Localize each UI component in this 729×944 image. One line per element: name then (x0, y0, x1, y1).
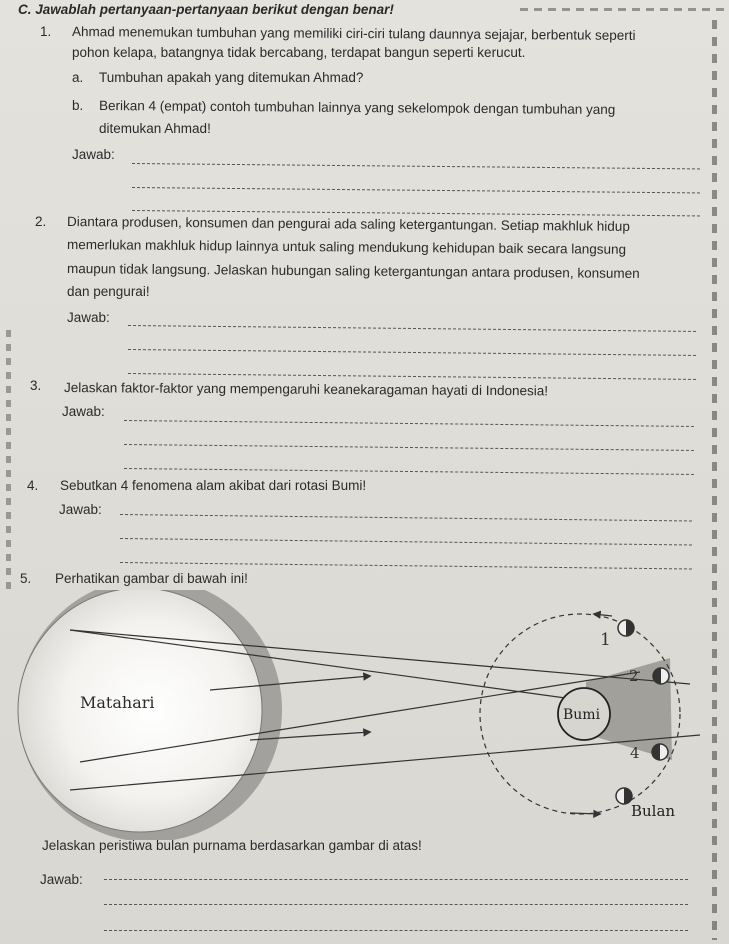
q3-text-line1: Jelaskan faktor-faktor yang mempengaruhi keanekaragaman hayati di Indonesia! (63, 380, 549, 399)
q1b-text-line1: Berikan 4 (empat) contoh tumbuhan lainnya yang sekelompok dengan tumbuhan yang (98, 98, 616, 118)
moon-position-2 (653, 668, 669, 684)
moon-position-2-label: 2 (629, 667, 639, 685)
q5-answer-line[interactable] (104, 930, 688, 931)
q1-answer-label: Jawab: (72, 147, 115, 162)
q5-answer-label: Jawab: (40, 872, 83, 887)
lunar-phase-diagram (0, 590, 729, 840)
q2-number: 2. (35, 214, 47, 229)
moon-position-1 (618, 620, 634, 636)
q4-answer-line[interactable] (120, 514, 692, 521)
q2-answer-line[interactable] (128, 325, 696, 332)
q2-answer-label: Jawab: (67, 310, 110, 325)
q2-text-line3: maupun tidak langsung. Jelaskan hubungan saling ketergantungan antara produsen, konsumen (66, 261, 640, 281)
q3-answer-line[interactable] (124, 444, 694, 451)
q3-number: 3. (30, 378, 42, 393)
q4-text-line1: Sebutkan 4 fenomena alam akibat dari rotasi Bumi! (60, 478, 367, 493)
q1b-label: b. (72, 98, 84, 113)
moon-position-4 (652, 744, 668, 760)
moon-label: Bulan (631, 802, 676, 820)
q1-number: 1. (40, 24, 52, 39)
q1a-label: a. (72, 70, 84, 85)
q4-answer-line[interactable] (120, 562, 692, 569)
sun-label: Matahari (80, 693, 155, 712)
q1-text-line2: pohon kelapa, batangnya tidak bercabang, terdapat bangun seperti kerucut. (72, 45, 526, 60)
q4-answer-line[interactable] (120, 538, 692, 545)
q2-answer-line[interactable] (128, 373, 696, 380)
moon-position-4-label: 4 (630, 744, 640, 762)
q3-answer-line[interactable] (124, 420, 694, 427)
moon-position-1-label: 1 (600, 630, 611, 650)
q2-text-line1: Diantara produsen, konsumen dan pengurai ada saling ketergantungan. Setiap makhluk hidup (66, 214, 630, 234)
q5-question: Jelaskan peristiwa bulan purnama berdasarkan gambar di atas! (42, 838, 422, 853)
q5-answer-line[interactable] (104, 879, 688, 880)
q2-answer-line[interactable] (128, 349, 696, 356)
q3-answer-label: Jawab: (62, 404, 105, 419)
earth-label: Bumi (563, 707, 601, 723)
q1-answer-line[interactable] (132, 163, 700, 169)
q1-text-line1: Ahmad menemukan tumbuhan yang memiliki ciri-ciri tulang daunnya sejajar, berbentuk seperti (71, 24, 636, 43)
q4-answer-label: Jawab: (59, 502, 102, 517)
q1b-text-line2: ditemukan Ahmad! (99, 121, 211, 136)
sun (18, 590, 282, 840)
section-heading: C. Jawablah pertanyaan-pertanyaan berikut dengan benar! (18, 2, 394, 17)
q1a-text: Tumbuhan apakah yang ditemukan Ahmad? (99, 70, 364, 85)
decorative-border-top (520, 8, 725, 11)
q5-answer-line[interactable] (104, 904, 688, 905)
q2-text-line2: memerlukan makhluk hidup lainnya untuk saling mendukung kehidupan baik secara langsung (66, 237, 627, 257)
moon-position-3 (616, 788, 632, 804)
decorative-border-left (6, 330, 11, 590)
q1-answer-line[interactable] (132, 187, 700, 193)
q5-text-line1: Perhatikan gambar di bawah ini! (55, 571, 248, 586)
q3-answer-line[interactable] (124, 468, 694, 475)
q5-number: 5. (20, 571, 32, 586)
q2-text-line4: dan pengurai! (67, 284, 150, 299)
q4-number: 4. (27, 478, 39, 493)
